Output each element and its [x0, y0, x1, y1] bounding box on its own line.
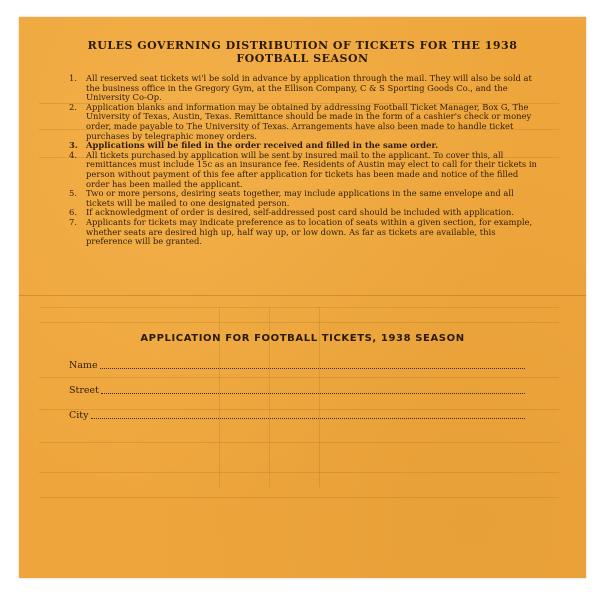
name-input[interactable] [109, 357, 525, 370]
rules-title-line1: RULES GOVERNING DISTRIBUTION OF TICKETS FOR THE 1938 [87, 39, 518, 52]
rule-item [65, 74, 541, 103]
rule-number: 2. [69, 101, 77, 112]
fold-crease [19, 295, 586, 296]
street-input[interactable] [109, 382, 525, 395]
city-field-label: City [69, 410, 89, 421]
city-input[interactable] [109, 407, 525, 420]
rule-item [65, 218, 541, 247]
rule-number: 7. [69, 216, 77, 227]
rule-text: Applications will be filed in the order received and filled in the same order. [86, 140, 439, 151]
rule-text: Applicants for tickets may indicate preference as to location of seats within a given section, for example, whether seats are desired high up, half way up, or low down. As far as tickets are available, this preference will be granted. [86, 216, 533, 247]
rule-text: All tickets purchased by application will be sent by insured mail to the applicant. To cover this, all remittances must include 15c as an insurance fee. Residents of Austin may elect to call for their tickets in person without payment of this fee after application for tickets has been made and notice of the filled order has been mailed the applicant. [86, 149, 537, 189]
ticket-application-card [19, 17, 586, 578]
rules-title-line2: FOOTBALL SEASON [236, 52, 369, 65]
rule-number: 1. [69, 73, 77, 83]
rule-item [65, 103, 541, 141]
name-field-label: Name [69, 360, 98, 371]
rule-number: 3. [69, 140, 78, 151]
rule-text: All reserved seat tickets wi'l be sold in advance by application through the mail. They will also be sold at the business office in the Gregory Gym, at the Ellison Company, C & S Sporting Goods Co., and the University Co-Op. [86, 73, 532, 103]
application-title: APPLICATION FOR FOOTBALL TICKETS, 1938 SEASON [140, 333, 465, 344]
rule-text: Application blanks and information may be obtained by addressing Football Ticket Manager, Box G, The University of Texas, Austin, Texas. Remittance should be made in the form of a cashier's check or money order, made payable to The University of Texas. Arrangements have also been made to handle ticket purchases by telegraphic money orders. [86, 101, 532, 141]
rule-number: 6. [69, 207, 77, 218]
rules-list [65, 74, 541, 247]
name-field[interactable] [69, 358, 525, 371]
street-field-label: Street [69, 385, 99, 396]
rule-text: If acknowledgment of order is desired, self-addressed post card should be included with application. [86, 207, 514, 218]
rule-item [65, 151, 541, 189]
rule-number: 4. [69, 149, 77, 160]
rule-item [65, 189, 541, 208]
street-field[interactable] [69, 383, 525, 396]
rule-text: Two or more persons, desiring seats together, may include applications in the same envelope and all tickets will be mailed to one designated person. [86, 188, 514, 208]
city-field[interactable] [69, 408, 525, 421]
rule-number: 5. [69, 188, 77, 199]
